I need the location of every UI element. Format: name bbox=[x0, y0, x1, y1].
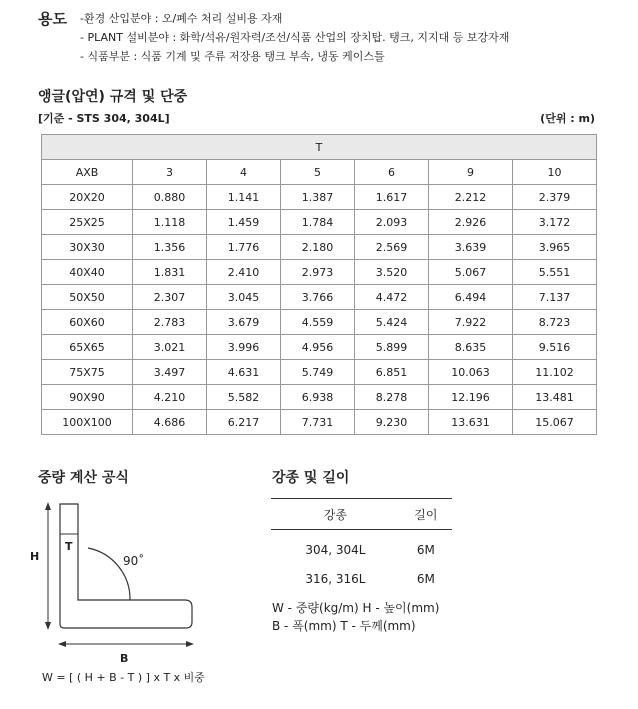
angle-label: 90˚ bbox=[123, 554, 145, 568]
weight-cell: 2.212 bbox=[429, 185, 513, 210]
weight-cell: 4.210 bbox=[133, 385, 207, 410]
weight-cell: 8.278 bbox=[355, 385, 429, 410]
weight-cell: 6.494 bbox=[429, 285, 513, 310]
weight-cell: 1.776 bbox=[207, 235, 281, 260]
weight-cell: 2.926 bbox=[429, 210, 513, 235]
weight-cell: 11.102 bbox=[513, 360, 597, 385]
grade-length-title: 강종 및 길이 bbox=[272, 470, 350, 486]
legend-line: B - 폭(mm) T - 두께(mm) bbox=[272, 619, 416, 633]
weight-cell: 3.021 bbox=[133, 335, 207, 360]
weight-cell: 2.180 bbox=[281, 235, 355, 260]
weight-cell: 3.520 bbox=[355, 260, 429, 285]
weight-cell: 7.137 bbox=[513, 285, 597, 310]
weight-cell: 3.965 bbox=[513, 235, 597, 260]
weight-cell: 13.481 bbox=[513, 385, 597, 410]
length-cell: 6M bbox=[416, 542, 435, 557]
weight-cell: 9.516 bbox=[513, 335, 597, 360]
weight-cell: 1.141 bbox=[207, 185, 281, 210]
size-cell: 100X100 bbox=[42, 410, 133, 435]
thickness-header: 4 bbox=[207, 160, 281, 185]
size-cell: 60X60 bbox=[42, 310, 133, 335]
grade-cell: 316, 316L bbox=[305, 571, 366, 586]
weight-cell: 2.307 bbox=[133, 285, 207, 310]
thickness-header: 6 bbox=[355, 160, 429, 185]
arrow-down-icon bbox=[45, 622, 51, 630]
weight-cell: 6.217 bbox=[207, 410, 281, 435]
weight-cell: 3.679 bbox=[207, 310, 281, 335]
legend-line: W - 중량(kg/m) H - 높이(mm) bbox=[272, 601, 440, 615]
weight-cell: 4.956 bbox=[281, 335, 355, 360]
grade-cell: 304, 304L bbox=[305, 542, 366, 557]
weight-cell: 3.639 bbox=[429, 235, 513, 260]
size-cell: 90X90 bbox=[42, 385, 133, 410]
weight-formula-title: 중량 계산 공식 bbox=[38, 470, 129, 486]
table-row bbox=[42, 235, 597, 260]
length-column-header: 길이 bbox=[400, 499, 452, 530]
weight-cell: 2.093 bbox=[355, 210, 429, 235]
weight-cell: 1.459 bbox=[207, 210, 281, 235]
weight-cell: 5.551 bbox=[513, 260, 597, 285]
weight-cell: 5.582 bbox=[207, 385, 281, 410]
thickness-header: 3 bbox=[133, 160, 207, 185]
weight-cell: 1.831 bbox=[133, 260, 207, 285]
table-header-row bbox=[42, 135, 597, 160]
grade-table-header bbox=[271, 499, 452, 530]
h-label: H bbox=[30, 550, 40, 563]
weight-cell: 1.617 bbox=[355, 185, 429, 210]
legend bbox=[272, 599, 439, 635]
weight-cell: 3.996 bbox=[207, 335, 281, 360]
weight-cell: 1.387 bbox=[281, 185, 355, 210]
weight-cell: 4.472 bbox=[355, 285, 429, 310]
usage-line: -환경 산입분야 : 오/폐수 처리 설비용 자재 bbox=[80, 12, 283, 25]
arrow-up-icon bbox=[45, 502, 51, 510]
weight-cell: 7.731 bbox=[281, 410, 355, 435]
unit-label: (단위 : m) bbox=[540, 112, 595, 125]
weight-cell: 5.899 bbox=[355, 335, 429, 360]
arrow-left-icon bbox=[58, 641, 66, 647]
table-row bbox=[42, 210, 597, 235]
table-row bbox=[42, 335, 597, 360]
grade-column-header: 강종 bbox=[271, 499, 400, 530]
table-row bbox=[42, 410, 597, 435]
weight-cell: 13.631 bbox=[429, 410, 513, 435]
weight-cell: 4.631 bbox=[207, 360, 281, 385]
size-cell: 50X50 bbox=[42, 285, 133, 310]
table-row bbox=[42, 310, 597, 335]
weight-cell: 12.196 bbox=[429, 385, 513, 410]
weight-cell: 2.973 bbox=[281, 260, 355, 285]
weight-cell: 8.723 bbox=[513, 310, 597, 335]
weight-cell: 2.379 bbox=[513, 185, 597, 210]
b-label: B bbox=[120, 652, 129, 662]
table-row bbox=[42, 260, 597, 285]
table-row bbox=[42, 185, 597, 210]
standard-label: [기준 - STS 304, 304L] bbox=[38, 112, 170, 125]
size-cell: 65X65 bbox=[42, 335, 133, 360]
spec-table-body bbox=[42, 185, 597, 435]
weight-cell: 15.067 bbox=[513, 410, 597, 435]
size-cell: 20X20 bbox=[42, 185, 133, 210]
spec-section-title: 앵글(압연) 규격 및 단중 bbox=[38, 89, 188, 105]
weight-cell: 5.067 bbox=[429, 260, 513, 285]
weight-cell: 2.783 bbox=[133, 310, 207, 335]
thickness-header: 5 bbox=[281, 160, 355, 185]
weight-cell: 5.424 bbox=[355, 310, 429, 335]
length-cell: 6M bbox=[416, 571, 435, 586]
weight-cell: 8.635 bbox=[429, 335, 513, 360]
t-header: T bbox=[42, 135, 597, 160]
weight-cell: 7.922 bbox=[429, 310, 513, 335]
thickness-header: 9 bbox=[429, 160, 513, 185]
thickness-header: 10 bbox=[513, 160, 597, 185]
weight-cell: 4.686 bbox=[133, 410, 207, 435]
table-row bbox=[42, 385, 597, 410]
weight-formula: W = [ ( H + B - T ) ] x T x 비중 bbox=[42, 671, 205, 684]
weight-cell: 3.497 bbox=[133, 360, 207, 385]
size-cell: 40X40 bbox=[42, 260, 133, 285]
table-row bbox=[271, 564, 452, 593]
size-cell: 30X30 bbox=[42, 235, 133, 260]
usage-lines bbox=[80, 9, 509, 66]
weight-cell: 3.766 bbox=[281, 285, 355, 310]
table-subheader-row bbox=[42, 160, 597, 185]
size-cell: 25X25 bbox=[42, 210, 133, 235]
weight-cell: 1.118 bbox=[133, 210, 207, 235]
weight-cell: 4.559 bbox=[281, 310, 355, 335]
weight-cell: 3.045 bbox=[207, 285, 281, 310]
weight-cell: 1.356 bbox=[133, 235, 207, 260]
weight-cell: 3.172 bbox=[513, 210, 597, 235]
usage-line: - 식품부분 : 식품 기계 및 주류 저장용 탱크 부속, 냉동 케이스틀 bbox=[80, 50, 385, 63]
table-row bbox=[42, 360, 597, 385]
table-row bbox=[271, 530, 452, 565]
usage-line: - PLANT 설비분야 : 화학/석유/원자력/조선/식품 산업의 장치탑. 탱크, 지지대 등 보강자재 bbox=[80, 31, 510, 44]
spec-table bbox=[41, 134, 597, 435]
weight-cell: 2.569 bbox=[355, 235, 429, 260]
angle-diagram bbox=[20, 492, 210, 662]
arrow-right-icon bbox=[186, 641, 194, 647]
weight-cell: 2.410 bbox=[207, 260, 281, 285]
axb-header: AXB bbox=[42, 160, 133, 185]
weight-cell: 5.749 bbox=[281, 360, 355, 385]
table-row bbox=[42, 285, 597, 310]
grade-length-table bbox=[271, 498, 452, 593]
weight-cell: 6.851 bbox=[355, 360, 429, 385]
weight-cell: 10.063 bbox=[429, 360, 513, 385]
weight-cell: 0.880 bbox=[133, 185, 207, 210]
weight-cell: 6.938 bbox=[281, 385, 355, 410]
size-cell: 75X75 bbox=[42, 360, 133, 385]
t-label: T bbox=[65, 540, 73, 553]
usage-label: 용도 bbox=[38, 10, 67, 28]
weight-cell: 1.784 bbox=[281, 210, 355, 235]
weight-cell: 9.230 bbox=[355, 410, 429, 435]
